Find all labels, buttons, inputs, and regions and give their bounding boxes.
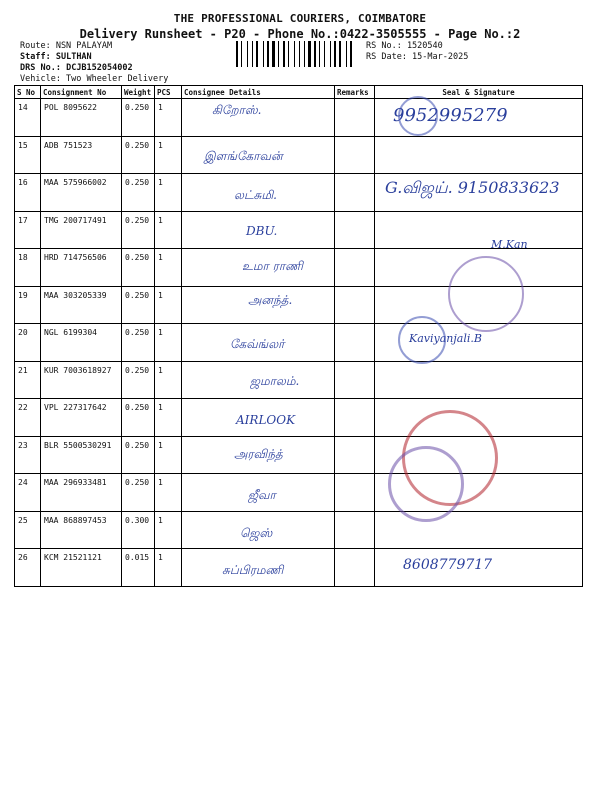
table-row [15,99,583,137]
drs-number: DCJB152054002 [66,63,133,73]
cell-seal-signature [375,549,583,587]
staff-line [20,52,168,63]
cell-pcs: 1 [155,324,182,362]
cell-consignment-no: NGL 6199304 [41,324,122,362]
cell-pcs: 1 [155,211,182,249]
cell-remarks [335,549,375,587]
cell-consignment-no: MAA 868897453 [41,511,122,549]
cell-weight: 0.015 [122,549,155,587]
company-seal-stamp [448,256,524,332]
cell-sno: 16 [15,174,41,212]
cell-consignment-no: KUR 7003618927 [41,361,122,399]
cell-remarks [335,474,375,512]
barcode [236,41,360,67]
vehicle-line: Vehicle: Two Wheeler Delivery [20,74,169,84]
cell-consignee-details [182,211,335,249]
cell-consignee-details [182,474,335,512]
cell-weight: 0.250 [122,174,155,212]
consignee-handwriting: அனந்த். [248,292,293,307]
cell-sno: 20 [15,324,41,362]
cell-pcs: 1 [155,474,182,512]
cell-consignment-no: HRD 714756506 [41,249,122,287]
cell-weight: 0.250 [122,136,155,174]
cell-sno: 17 [15,211,41,249]
consignee-handwriting: அரவிந்த் [234,446,283,461]
table-row [15,136,583,174]
staff-label: Staff: [20,52,51,62]
cell-weight: 0.250 [122,211,155,249]
cell-consignee-details [182,286,335,324]
cell-consignee-details [182,99,335,137]
cell-consignment-no: MAA 575966002 [41,174,122,212]
table-row [15,511,583,549]
col-header-remarks: Remarks [335,86,375,99]
cell-consignment-no: TMG 200717491 [41,211,122,249]
delivery-table [14,85,583,587]
consignee-handwriting: AIRLOOK [236,413,296,427]
rs-number: RS No.: 1520540 [366,41,443,51]
cell-pcs: 1 [155,399,182,437]
cell-sno: 19 [15,286,41,324]
cell-remarks [335,399,375,437]
cell-pcs: 1 [155,286,182,324]
consignee-handwriting: இளங்கோவன் [204,148,283,163]
cell-consignee-details [182,399,335,437]
route-line: Route: NSN PALAYAM [20,41,113,51]
signature-handwriting: 9952995279 [393,105,508,126]
cell-consignee-details [182,436,335,474]
cell-weight: 0.250 [122,474,155,512]
signature-handwriting: M.Kan [491,237,528,251]
consignee-handwriting: DBU. [246,223,278,238]
company-title: THE PROFESSIONAL COURIERS, COIMBATORE [173,12,427,25]
drs-line [20,63,168,74]
cell-remarks [335,211,375,249]
consignee-handwriting: ஜீவா [248,488,276,502]
col-header-consignee: Consignee Details [182,86,335,99]
cell-weight: 0.250 [122,436,155,474]
cell-consignee-details [182,136,335,174]
cell-sno: 26 [15,549,41,587]
col-header-pcs: PCS [155,86,182,99]
cell-consignment-no: MAA 303205339 [41,286,122,324]
cell-consignment-no: BLR 5500530291 [41,436,122,474]
cell-consignee-details [182,511,335,549]
cell-sno: 24 [15,474,41,512]
signature-handwriting: G.விஜய். 9150833623 [385,178,560,197]
signature-handwriting: Kaviyanjali.B [409,332,482,345]
consignee-handwriting: உமா ராணி [242,259,303,273]
cell-weight: 0.250 [122,286,155,324]
cell-remarks [335,174,375,212]
cell-sno: 21 [15,361,41,399]
cell-consignee-details [182,361,335,399]
cell-pcs: 1 [155,249,182,287]
col-header-seal-signature: Seal & Signature [375,86,583,99]
cell-pcs: 1 [155,174,182,212]
cell-consignee-details [182,549,335,587]
cell-consignment-no: KCM 21521121 [41,549,122,587]
cell-consignment-no: MAA 296933481 [41,474,122,512]
cell-consignment-no: ADB 751523 [41,136,122,174]
cell-remarks [335,136,375,174]
cell-consignee-details [182,174,335,212]
cell-remarks [335,511,375,549]
cell-seal-signature [375,174,583,212]
consignee-handwriting: சுப்பிரமணி [222,563,284,577]
table-row [15,211,583,249]
cell-remarks [335,324,375,362]
cell-remarks [335,249,375,287]
col-header-weight: Weight [122,86,155,99]
table-row [15,474,583,512]
staff-name: SULTHAN [55,52,92,62]
cell-sno: 15 [15,136,41,174]
runsheet-info-left [20,41,168,85]
cell-consignee-details [182,249,335,287]
cell-pcs: 1 [155,136,182,174]
company-seal-stamp [388,446,464,522]
cell-pcs: 1 [155,549,182,587]
runsheet-title: Delivery Runsheet - P20 - Phone No.:0422-3505555 - Page No.:2 [79,27,521,41]
cell-seal-signature [375,211,583,249]
cell-weight: 0.250 [122,361,155,399]
cell-remarks [335,361,375,399]
cell-pcs: 1 [155,511,182,549]
cell-seal-signature [375,361,583,399]
consignee-handwriting: ஜெஸ் [240,525,273,540]
cell-pcs: 1 [155,361,182,399]
company-seal-stamp [398,316,446,364]
cell-weight: 0.250 [122,399,155,437]
cell-remarks [335,286,375,324]
signature-handwriting: 8608779717 [403,557,493,573]
table-row [15,399,583,437]
company-seal-stamp [398,96,438,136]
consignee-handwriting: கிறோஸ். [212,103,262,117]
table-row [15,361,583,399]
rs-date: RS Date: 15-Mar-2025 [366,52,469,62]
col-header-consignment: Consignment No [41,86,122,99]
col-header-sno: S No [15,86,41,99]
cell-consignment-no: VPL 227317642 [41,399,122,437]
table-row [15,549,583,587]
consignee-handwriting: ஜமாலம். [250,373,300,388]
table-header-row [15,86,583,99]
cell-consignment-no: POL 8095622 [41,99,122,137]
cell-pcs: 1 [155,99,182,137]
cell-sno: 25 [15,511,41,549]
cell-weight: 0.250 [122,249,155,287]
drs-label: DRS No.: [20,63,61,73]
cell-sno: 22 [15,399,41,437]
cell-remarks [335,99,375,137]
consignee-handwriting: கேவ்ங்லர் [230,337,285,351]
consignee-handwriting: லட்சுமி. [234,188,277,202]
cell-remarks [335,436,375,474]
runsheet-info-right [366,41,468,63]
cell-seal-signature [375,136,583,174]
cell-sno: 18 [15,249,41,287]
cell-weight: 0.250 [122,324,155,362]
cell-weight: 0.250 [122,99,155,137]
table-row [15,174,583,212]
cell-weight: 0.300 [122,511,155,549]
cell-sno: 14 [15,99,41,137]
cell-consignee-details [182,324,335,362]
cell-sno: 23 [15,436,41,474]
cell-pcs: 1 [155,436,182,474]
